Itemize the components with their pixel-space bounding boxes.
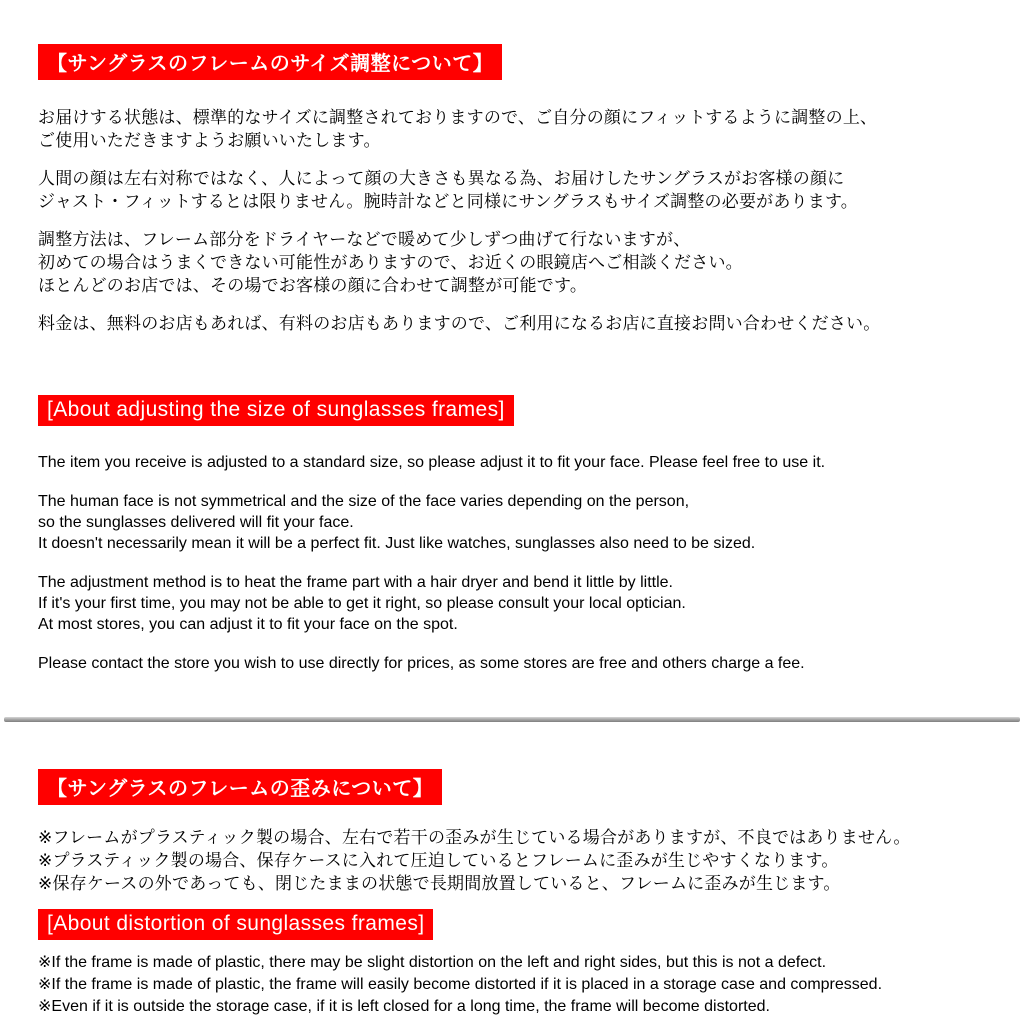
size-adjustment-heading-jp: 【サングラスのフレームのサイズ調整について】 [38, 44, 502, 80]
text-line: At most stores, you can adjust it to fit your face on the spot. [38, 616, 458, 633]
size-adjustment-en-body [38, 452, 1004, 674]
en-paragraph-4 [38, 653, 1004, 674]
jp-paragraph-2 [38, 167, 1004, 213]
text-line: 初めての場合はうまくできない可能性がありますので、お近くの眼鏡店へご相談ください。 [38, 253, 743, 272]
text-line: The adjustment method is to heat the frame part with a hair dryer and bend it little by little. [38, 574, 673, 591]
size-adjustment-jp-body [38, 106, 1004, 335]
text-line: 調整方法は、フレーム部分をドライヤーなどで暖めて少しずつ曲げて行ないますが、 [38, 230, 691, 249]
jp-paragraph-4 [38, 312, 1004, 335]
text-line: It doesn't necessarily mean it will be a perfect fit. Just like watches, sunglasses also need to be sized. [38, 535, 756, 552]
note-line: ※フレームがプラスティック製の場合、左右で若干の歪みが生じている場合がありますが、不良ではありません。 [38, 828, 911, 847]
text-line: ご使用いただきますようお願いいたします。 [38, 131, 381, 150]
note-line: ※保存ケースの外であっても、閉じたままの状態で長期間放置していると、フレームに歪みが生じます。 [38, 874, 841, 893]
distortion-heading-jp: 【サングラスのフレームの歪みについて】 [38, 769, 442, 805]
text-line: The item you receive is adjusted to a standard size, so please adjust it to fit your face. Please feel free to use it. [38, 454, 826, 471]
text-line: 料金は、無料のお店もあれば、有料のお店もありますので、ご利用になるお店に直接お問い合わせください。 [38, 314, 881, 333]
note-line: ※Even if it is outside the storage case, if it is left closed for a long time, the frame will become distorted. [38, 998, 770, 1015]
jp-paragraph-3 [38, 228, 1004, 297]
note-line: ※プラスティック製の場合、保存ケースに入れて圧迫しているとフレームに歪みが生じやすくなります。 [38, 851, 839, 870]
en-paragraph-2 [38, 491, 1004, 554]
distortion-heading-en: [About distortion of sunglasses frames] [38, 909, 433, 940]
text-line: If it's your first time, you may not be able to get it right, so please consult your local optician. [38, 595, 686, 612]
note-line: ※If the frame is made of plastic, the frame will easily become distorted if it is placed in a storage case and compressed. [38, 976, 883, 993]
note-line: ※If the frame is made of plastic, there may be slight distortion on the left and right sides, but this is not a defect. [38, 954, 827, 971]
distortion-en-notes [38, 952, 1004, 1018]
distortion-jp-notes [38, 826, 1004, 895]
text-line: お届けする状態は、標準的なサイズに調整されておりますので、ご自分の顔にフィットするように調整の上、 [38, 108, 878, 127]
text-line: so the sunglasses delivered will fit your face. [38, 514, 354, 531]
text-line: Please contact the store you wish to use directly for prices, as some stores are free and others charge a fee. [38, 655, 805, 672]
distortion-section [0, 722, 1024, 1018]
text-line: ほとんどのお店では、その場でお客様の顔に合わせて調整が可能です。 [38, 276, 588, 295]
text-line: The human face is not symmetrical and the size of the face varies depending on the person, [38, 493, 690, 510]
text-line: 人間の顔は左右対称ではなく、人によって顔の大きさも異なる為、お届けしたサングラスがお客様の顔に [38, 169, 845, 188]
en-paragraph-1 [38, 452, 1004, 473]
size-adjustment-heading-en: [About adjusting the size of sunglasses frames] [38, 395, 514, 426]
jp-paragraph-1 [38, 106, 1004, 152]
en-paragraph-3 [38, 572, 1004, 635]
text-line: ジャスト・フィットするとは限りません。腕時計などと同様にサングラスもサイズ調整の必要があります。 [38, 192, 858, 211]
